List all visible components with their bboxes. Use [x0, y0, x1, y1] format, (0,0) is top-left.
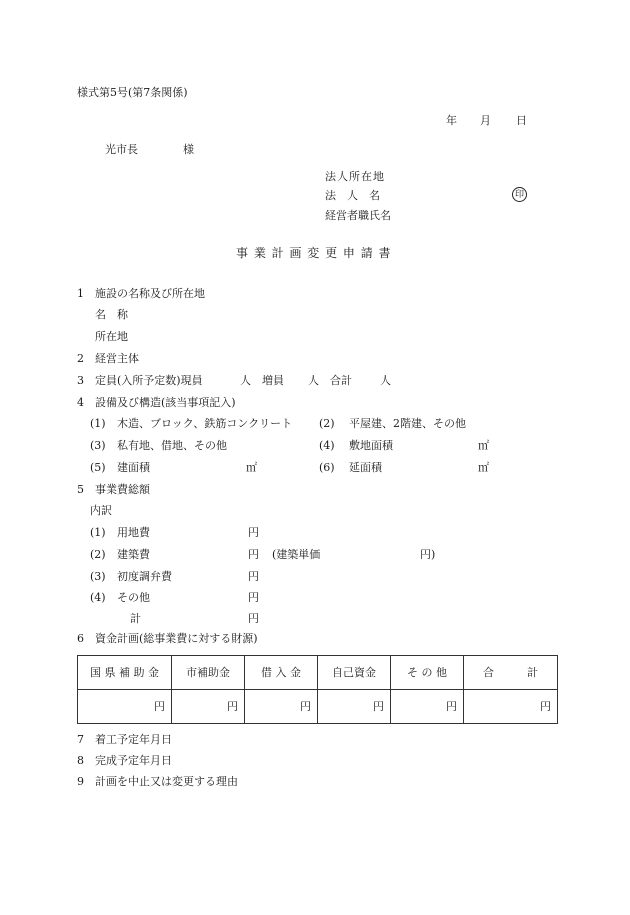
header-loan: 借 入 金	[245, 656, 318, 690]
loan-cell: 円	[245, 690, 318, 724]
building-area-unit: ㎡	[246, 461, 257, 474]
structure-4-number: (4)	[319, 439, 335, 452]
building-area-label: 建面積	[117, 461, 150, 474]
initial-equipment-cost-label: 初度調弁費	[117, 570, 172, 583]
cost-1-number: (1)	[90, 526, 106, 539]
item-3-number: 3	[77, 374, 84, 387]
construction-cost-unit: 円	[248, 548, 259, 561]
funding-table	[77, 655, 558, 724]
cost-total-unit: 円	[248, 612, 259, 625]
item-9-number: 9	[77, 775, 84, 788]
date-month-label: 月	[480, 114, 491, 127]
addressee-title: 光市長	[105, 143, 138, 156]
city-subsidy-cell: 円	[172, 690, 245, 724]
header-national-prefectural-subsidy: 国 県 補 助 金	[78, 656, 172, 690]
initial-equipment-cost-unit: 円	[248, 570, 259, 583]
site-area-label: 敷地面積	[349, 439, 393, 452]
structure-2-number: (2)	[319, 417, 335, 430]
cost-total-label: 計	[130, 612, 141, 625]
item-8-number: 8	[77, 754, 84, 767]
item-5-label: 事業費総額	[95, 483, 150, 496]
floor-area-label: 延面積	[349, 461, 382, 474]
item-1-label: 施設の名称及び所在地	[95, 287, 205, 300]
item-1-number: 1	[77, 287, 84, 300]
applicant-name-label: 法 人 名	[325, 189, 380, 202]
cost-3-number: (3)	[90, 570, 106, 583]
item-3-label: 定員(入所予定数)現員	[95, 374, 203, 387]
land-cost-unit: 円	[248, 526, 259, 539]
current-staff-unit: 人	[240, 374, 251, 387]
header-own-funds: 自己資金	[318, 656, 391, 690]
structure-2-text: 平屋建、2階建、その他	[349, 417, 466, 430]
total-funds-cell: 円	[464, 690, 558, 724]
structure-5-number: (5)	[90, 461, 106, 474]
date-day-label: 日	[516, 114, 527, 127]
structure-3-number: (3)	[90, 439, 106, 452]
floor-area-unit: ㎡	[478, 461, 489, 474]
cost-4-number: (4)	[90, 591, 106, 604]
item-9-label: 計画を中止又は変更する理由	[95, 775, 238, 788]
item-4-number: 4	[77, 396, 84, 409]
other-cost-label: その他	[117, 591, 150, 604]
national-prefectural-subsidy-cell: 円	[78, 690, 172, 724]
structure-6-number: (6)	[319, 461, 335, 474]
addressee-honorific: 様	[183, 143, 194, 156]
item-8-label: 完成予定年月日	[95, 754, 172, 767]
cost-2-number: (2)	[90, 548, 106, 561]
unit-price-note-unit: 円)	[420, 548, 436, 561]
item-2-number: 2	[77, 352, 84, 365]
applicant-address-label: 法人所在地	[325, 170, 385, 183]
header-other: そ の 他	[391, 656, 464, 690]
item-7-number: 7	[77, 733, 84, 746]
facility-name-label: 名 称	[95, 308, 128, 321]
total-capacity-label: 合計	[330, 374, 352, 387]
other-cost-unit: 円	[248, 591, 259, 604]
total-capacity-unit: 人	[380, 374, 391, 387]
land-cost-label: 用地費	[117, 526, 150, 539]
own-funds-cell: 円	[318, 690, 391, 724]
form-number: 様式第5号(第7条関係)	[77, 86, 188, 99]
unit-price-note: (建築単価	[272, 548, 321, 561]
increase-label: 増員	[262, 374, 284, 387]
breakdown-label: 内訳	[90, 504, 112, 517]
funding-header-row	[78, 656, 558, 690]
item-5-number: 5	[77, 483, 84, 496]
facility-location-label: 所在地	[95, 330, 128, 343]
item-6-label: 資金計画(総事業費に対する財源)	[95, 632, 258, 645]
structure-1-number: (1)	[90, 417, 106, 430]
site-area-unit: ㎡	[478, 439, 489, 452]
structure-3-text: 私有地、借地、その他	[117, 439, 227, 452]
increase-unit: 人	[308, 374, 319, 387]
applicant-representative-label: 経営者職氏名	[325, 209, 391, 222]
structure-1-text: 木造、ブロック、鉄筋コンクリート	[117, 417, 293, 430]
item-4-label: 設備及び構造(該当事項記入)	[95, 396, 236, 409]
header-city-subsidy: 市補助金	[172, 656, 245, 690]
seal-mark: 印	[512, 187, 527, 202]
item-6-number: 6	[77, 632, 84, 645]
item-2-label: 経営主体	[95, 352, 139, 365]
document-title: 事 業 計 画 変 更 申 請 書	[236, 246, 392, 260]
item-7-label: 着工予定年月日	[95, 733, 172, 746]
construction-cost-label: 建築費	[117, 548, 150, 561]
other-funds-cell: 円	[391, 690, 464, 724]
funding-value-row	[78, 690, 558, 724]
header-total: 合 計	[464, 656, 558, 690]
date-year-label: 年	[446, 114, 457, 127]
